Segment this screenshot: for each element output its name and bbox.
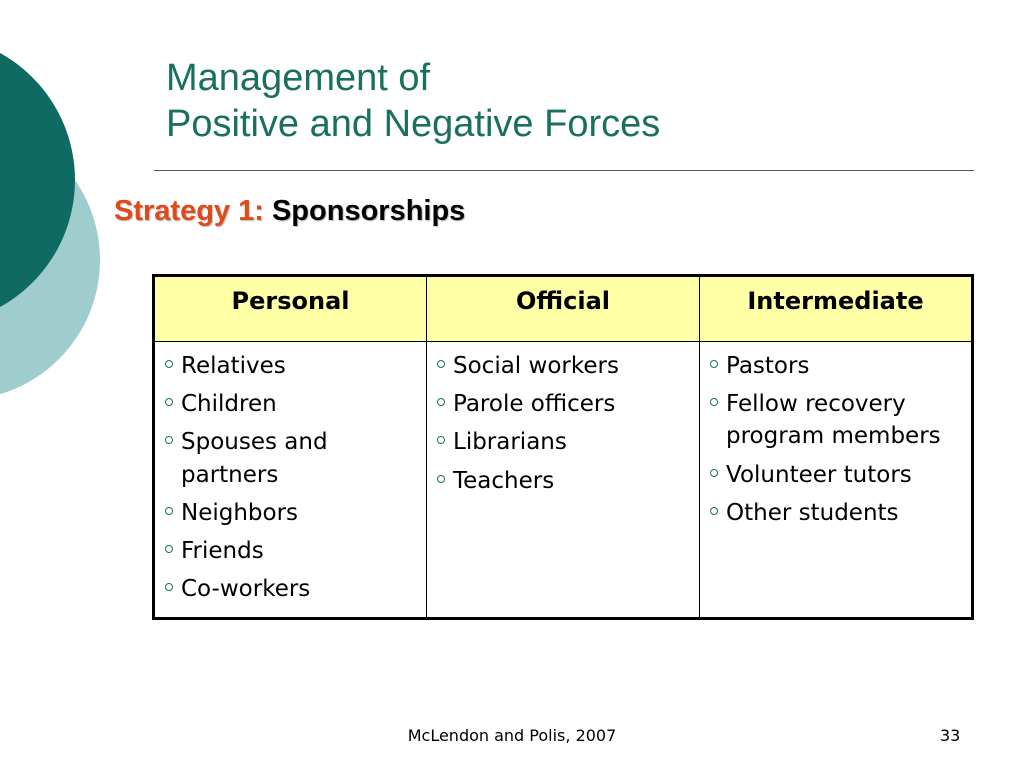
intermediate-list [710,350,963,529]
list-item [437,350,691,382]
official-cell [427,342,700,619]
slide-title [166,56,660,147]
list-item-text: Fellow recovery program members [726,391,941,450]
list-item-text: Volunteer tutors [726,461,912,488]
list-item-text: Social workers [453,353,619,379]
list-item [165,497,418,529]
circle-bullet-icon [165,545,173,553]
circle-bullet-icon [437,475,445,483]
list-item [165,535,418,567]
official-list [437,350,691,497]
title-divider [154,170,974,171]
circle-bullet-icon [165,398,173,406]
list-item [437,426,691,458]
circle-bullet-icon [710,360,718,368]
title-line-1: Management of [166,57,431,99]
list-item-text: Spouses and partners [181,429,328,488]
list-item-text: Children [181,391,277,418]
list-item-text: Friends [181,537,264,564]
list-item-text: Pastors [726,353,810,379]
page-number: 33 [940,726,961,745]
list-item-text: Other students [726,499,899,526]
list-item-text: Teachers [453,467,555,494]
list-item [710,497,963,529]
circle-bullet-icon [710,507,718,515]
personal-cell [154,342,427,619]
list-item [710,459,963,491]
list-item [165,426,418,490]
list-item [710,388,963,452]
list-item-text: Relatives [181,353,286,379]
forces-table [152,274,974,620]
personal-list [165,350,418,605]
circle-bullet-icon [437,436,445,444]
circle-bullet-icon [437,360,445,368]
circle-bullet-icon [710,398,718,406]
strategy-prefix: Strategy 1: [114,195,264,227]
list-item-text: Neighbors [181,499,299,526]
list-item [165,573,418,605]
circle-bullet-icon [165,360,173,368]
header-official: Official [427,276,700,342]
strategy-name: Sponsorships [271,195,466,227]
header-intermediate: Intermediate [700,276,973,342]
header-personal: Personal [154,276,427,342]
footer-citation: McLendon and Polis, 2007 [407,726,617,745]
circle-bullet-icon [165,583,173,591]
list-item [437,465,691,497]
list-item-text: Parole officers [453,391,616,418]
list-item-text: Co-workers [181,576,311,603]
list-item [165,388,418,420]
circle-bullet-icon [437,398,445,406]
table-header-row [154,276,973,342]
intermediate-cell [700,342,973,619]
circle-bullet-icon [165,507,173,515]
strategy-heading [114,195,465,228]
list-item [165,350,418,382]
circle-bullet-icon [165,436,173,444]
title-line-2: Positive and Negative Forces [166,102,661,145]
decorative-circles [0,0,120,420]
list-item [437,388,691,420]
table-row [154,342,973,619]
list-item-text: Librarians [453,429,567,456]
list-item [710,350,963,382]
circle-bullet-icon [710,469,718,477]
